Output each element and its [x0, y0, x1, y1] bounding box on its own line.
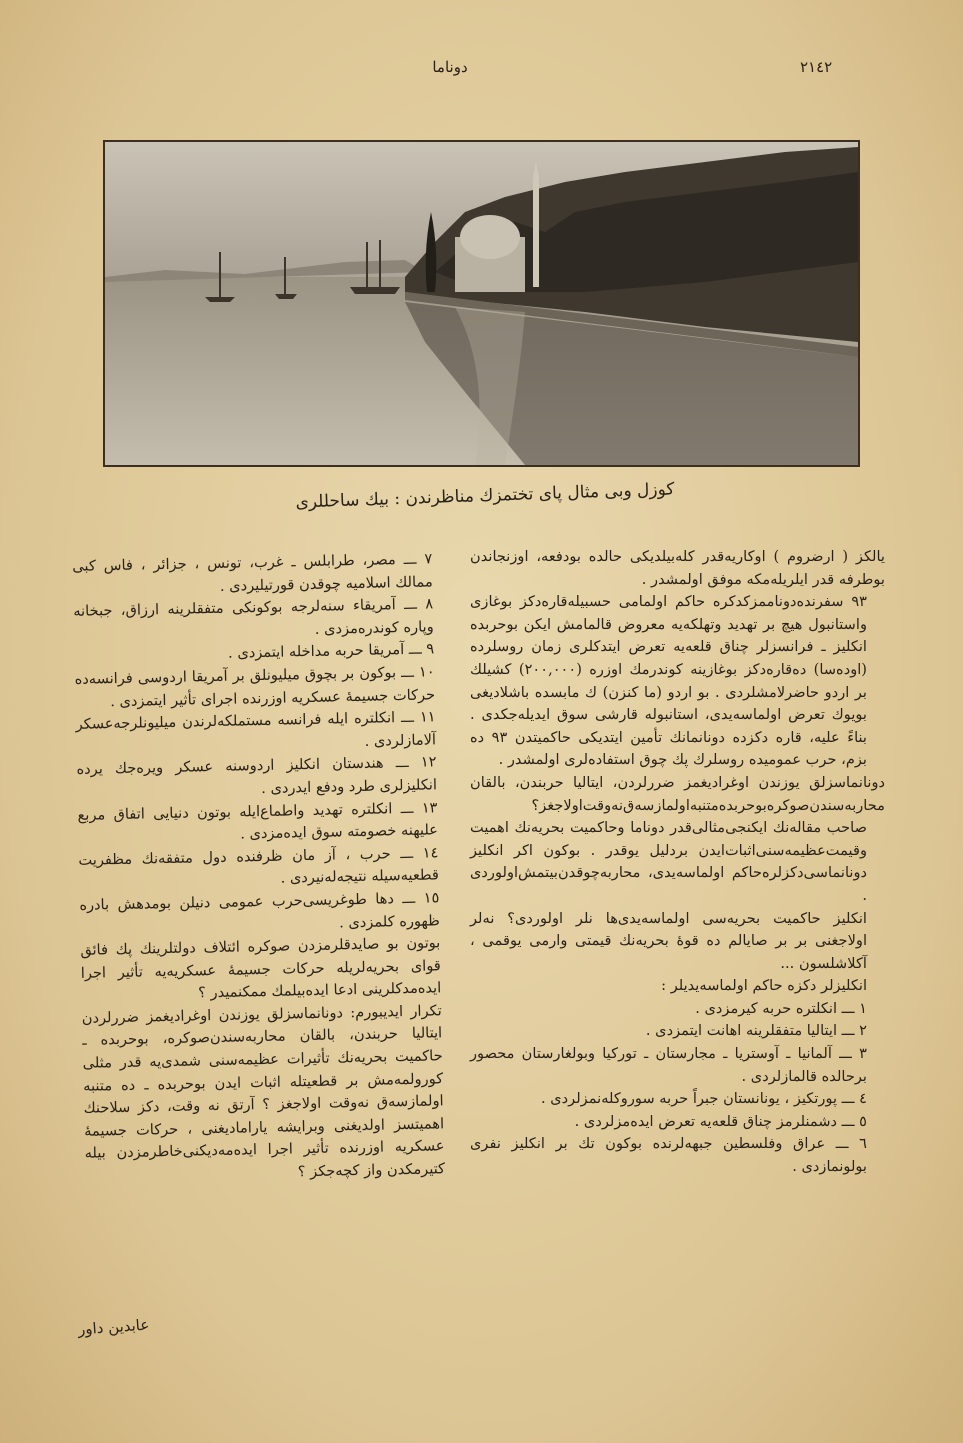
list-item: ٥ ـــ دشمنلرمز چناق قلعه‌یه تعرض ایده‌مزلردی . [574, 1112, 867, 1130]
list-item: ۱٤ ـــ حرب ، آز مان ظرفنده دول متفقه‌نك مظفریت قطعیه‌سیله نتیجه‌له‌نیردی . [78, 844, 440, 887]
paragraph: انکلیزلر دکزه حاکم اولماسه‌یدیلر : [661, 977, 867, 995]
list-item: ۱ ـــ انکلتره حربه کیرمزدی . [695, 999, 867, 1017]
list-item: ۷ ـــ مصر، طرابلس ـ غرب، تونس ، جزائر ، فاس کبی ممالك اسلامیه چوقدن قورتیلیردی . [72, 550, 433, 595]
list-item: ۱۳ ـــ انکلتره تهدید واطماع‌ایله بوتون دنیایی اتفاق مربع علیهنه خصومته سوق ایده‌مزدی . [77, 798, 439, 843]
list-item: ۲ ـــ ایتالیا متفقلرینه اهانت ایتمزدی . [645, 1022, 867, 1040]
left-column [72, 548, 463, 1188]
list-item: ۱۱ ـــ انکلتره ایله فرانسه مستملکه‌لرندن میلیونلرجه‌عسکر آلامازلردی . [75, 708, 437, 750]
list-item: ۱۰ ـــ بوکون بر بچوق میلیونلق بر آمریقا اردوسی فرانسه‌ده حرکات جسیمهٔ عسکریه اوزرنده اجرای تأثیر ایتمزدی . [74, 663, 436, 710]
paragraph: ۹۳ سفرنده‌دوناممزکدکره حاکم اولمامی حسبیله‌قاره‌دکز بوغازی واستانبول هیچ بر تهدید وتهلکه‌یه معروض قالمامش ایکن بوحربده انکلیز ـ فرانسزلر چناق قلعه‌یه تعرض ایتدکلری زمان روسلرده (اوده‌سا) ده‌قاره‌دکز بوغازینه کوندرمك اوزره (۲۰۰,۰۰۰) کشیلك بر اردو حاضرلامشلردی . بو اردو (ما کنزن) ك مابسده باشلادیغی بویوك تعرض اولماسه‌یدی، استانبوله قارشی سوق ایدیله‌جکدی . بناءً علیه، قاره دکزده دونانمانك تأمین ایتدیکی حاکمیتدن ۹۳ ده بزم، حرب عمومیده روسلرك پك چوق استفاده‌لری اولمشدر . [470, 593, 867, 769]
photo-caption: کوزل وبی مثال پای تختمزك مناظرندن : بیك ساحللری [295, 479, 675, 513]
paragraph: یالکز ( ارضروم ) اوکاریه‌قدر کله‌بیلدیکی حالده بودفعه، اوزنجاندن بوطرفه قدر ایلریله‌مکه موفق اولمشدر . [470, 548, 885, 588]
bosphorus-landscape-photo [103, 140, 860, 467]
right-column [470, 546, 885, 1179]
list-item: ۱٥ ـــ دها طوغریسی‌حرب عمومی دنیلن بومدهش بادره ظهوره کلمزدی . [79, 889, 440, 931]
page-number: ٢١٤٢ [800, 58, 833, 76]
running-title: دوناما [432, 58, 468, 76]
paragraph: انکلیز حاکمیت بحریه‌سی اولماسه‌یدی‌ها نلر اولوردی؟ نه‌لر اولاجغنی بر بر صایالم ده قوهٔ بحریه‌نك قیمتی وارمی یوقمی ، آکلاشلسون ... [470, 909, 867, 972]
paragraph: تکرار ایدیبورم: دونانماسزلق یوزندن اوغرادیغمز ضررلردن ایتالیا حربندن، بالقان محاربه‌سندن‌صوکره، بوحربده ـ حاکمیت بحریه‌نك تأثیرات عظیمه‌سنی شمدی‌یه قدر مثلی کورولمه‌مش بر قطعیتله اثبات ایدن بوحربده ـ ده متنبه اولمازسه‌ق نه‌وقت اولاجغز ؟ آرتق نه وقت، دکز سلاحنك اهمیتسز اولدیغنی وبرایشه یارامادیغنی ، حرکات جسیمهٔ عسکریه اوزرنده تأثیر اجرا ایده‌مه‌دیکنی‌خاطرمزدن بیله کتیرمکدن واز کچه‌جکز ؟ [81, 1002, 446, 1181]
paragraph: بوتون بو صایدقلرمزدن صوکره ائتلاف دولتلرینك پك فائق قوای بحریه‌لریله حرکات جسیمهٔ عسکریه‌یه تأثیر اجرا ایده‌مدکلرینی ادعا ایده‌بیلمك ممکنمیدر ؟ [80, 934, 442, 1002]
list-item: ۳ ـــ آلمانیا ـ آوستریا ـ مجارستان ـ تورکیا وبولغارستان محصور برحالده قالمازلردی . [470, 1045, 867, 1085]
paragraph: دونانماسزلق یوزندن اوغرادیغمز ضررلردن، ایتالیا حربندن، بالقان محاربه‌سندن‌صوکره‌بوحربده‌متنبه‌اولمازسه‌ق‌نه‌وقت‌اولاجغز؟ [470, 773, 885, 814]
list-item: ٦ ـــ عراق وفلسطین جبهه‌لرنده بوکون تك بر انکلیز نفری بولونمازدی . [470, 1135, 867, 1176]
author-signature: عابدین داور [77, 1315, 150, 1339]
list-item: ۱۲ ـــ هندستان انکلیز اردوسنه عسکر ویره‌جك یرده انکلیزلری طرد ودفع ایدردی . [76, 753, 438, 797]
paragraph: صاحب مقاله‌نك ایکنجی‌مثالی‌قدر دوناما وحاکمیت بحریه‌نك اهمیت وقیمت‌عظیمه‌سنی‌اثبات‌ایدن بردلیل یوقدر . بوکون اکر انکلیز دونانماسی‌دکزلره‌حاکم اولماسه‌یدی، محاربه‌چوقدن‌بیتمش‌اولوردی . [470, 819, 867, 904]
list-item: ٤ ـــ پورتکیز ، یونانستان جبراً حربه سوروکله‌نمزلردی . [540, 1090, 867, 1108]
list-item: ۹ ـــ آمریقا حربه مداخله ایتمزدی . [227, 640, 435, 663]
list-item: ۸ ـــ آمریقاء سنه‌لرجه بوکونکی متفقلرینه ارزاق، جبخانه وپاره کوندره‌مزدی . [73, 595, 434, 638]
